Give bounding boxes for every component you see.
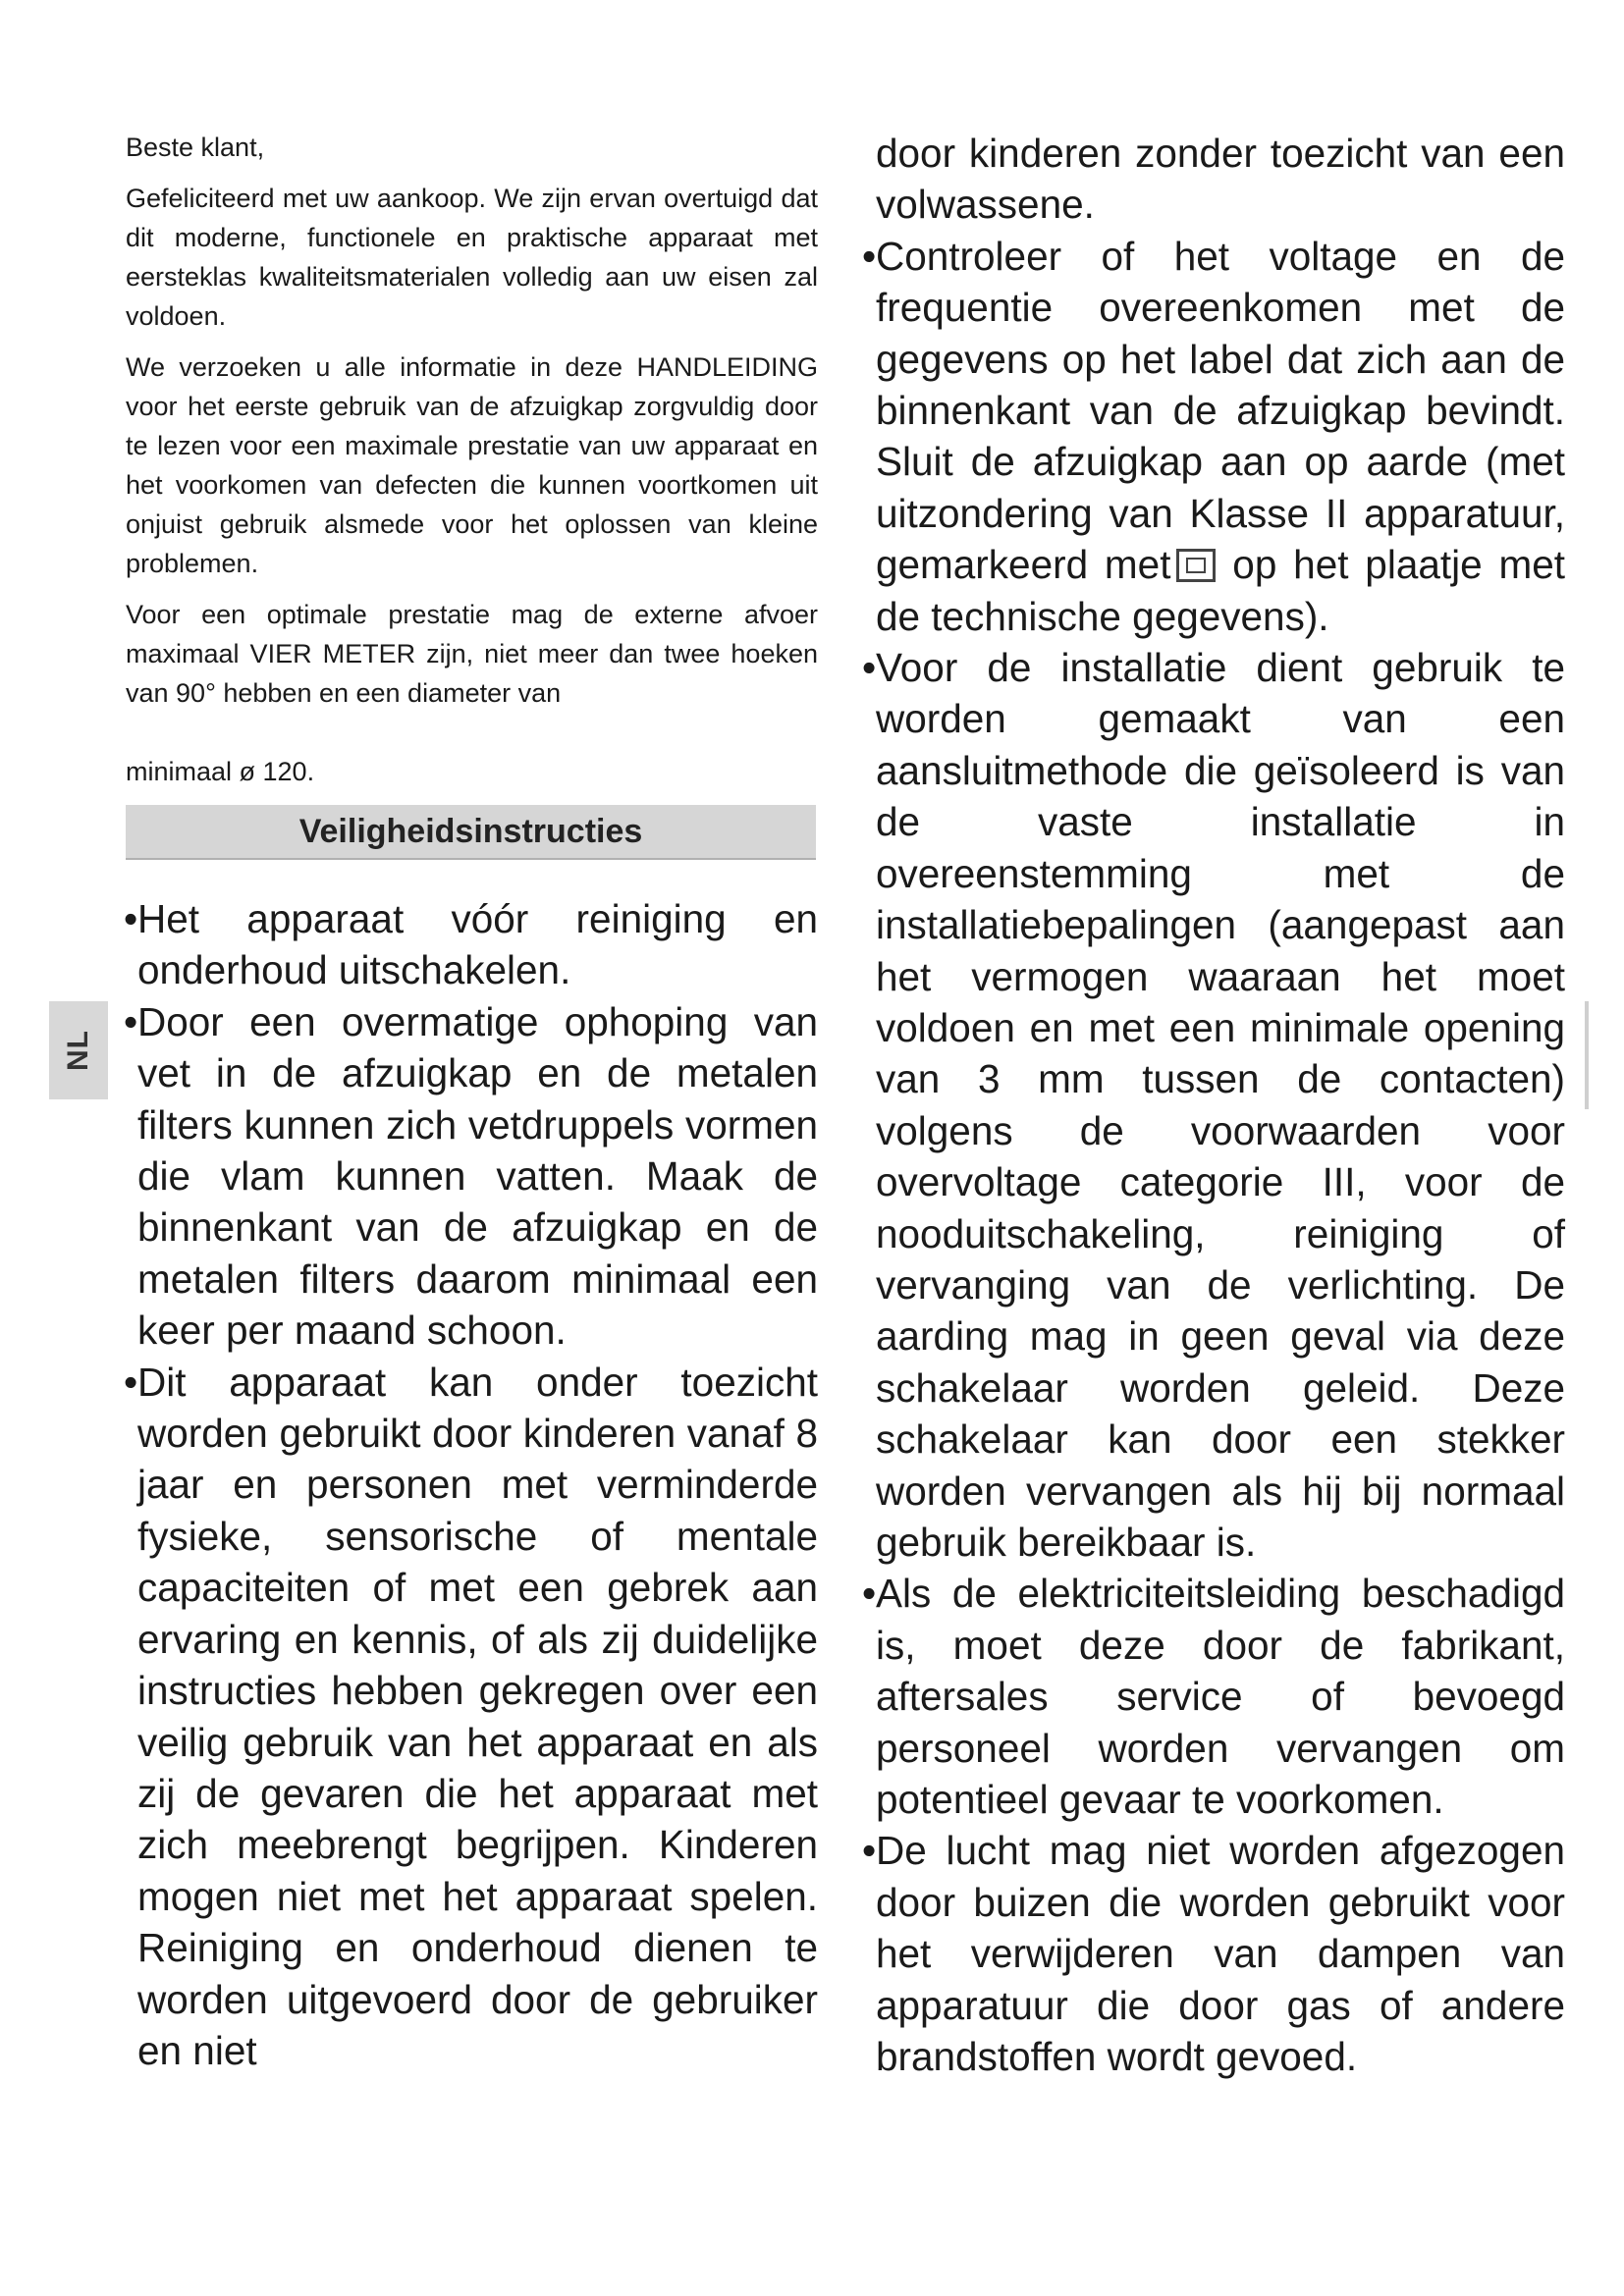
class-ii-double-insulation-icon [1176, 549, 1216, 582]
right-column [864, 128, 1565, 2082]
safety-item-5: • Voor de installatie dient gebruik te worden gemaakt van een aansluitmethode die geïsoleerd is van de vaste installatie in overeenstemming met de installatiebepalingen (aangepast aan het vermogen waaraan het moet voldoen en met een minimale opening van 3 mm tussen de contacten) volgens de voorwaarden voor overvoltage categorie III, voor de nooduitschakeling, reiniging of vervanging van de verlichting. De aarding mag in geen geval via deze schakelaar worden geleid. Deze schakelaar kan door een stekker worden vervangen als hij bij normaal gebruik bereikbaar is. [864, 642, 1565, 1568]
section-header [126, 805, 816, 860]
safety-item-1: • Het apparaat vóór reiniging en onderhoud uitschakelen. [126, 893, 818, 996]
safety-item-4-text-a: Controleer of het voltage en de frequentie overeenkomen met de gegevens op het label dat zich aan de binnenkant van de afzuigkap bevindt. Sluit de afzuigkap aan op aarde (met uitzondering van Klasse II apparatuur, gemarkeerd met [876, 233, 1565, 588]
intro-paragraph-1: Gefeliciteerd met uw aankoop. We zijn ervan overtuigd dat dit moderne, functionele en praktische apparaat met eersteklas kwaliteitsmaterialen volledig aan uw eisen zal voldoen. [126, 184, 818, 331]
intro-paragraph-3: Voor een optimale prestatie mag de externe afvoer maximaal VIER METER zijn, niet meer dan twee hoeken van 90° hebben en een diameter van [126, 600, 818, 708]
greeting: Beste klant, [126, 133, 265, 162]
left-column [126, 128, 818, 2076]
section-title: Veiligheidsinstructies [298, 812, 643, 850]
safety-item-3: • Dit apparaat kan onder toezicht worden gebruikt door kinderen vanaf 8 jaar en personen met verminderde fysieke, sensorische of mentale capaciteiten of met een gebrek aan ervaring en kennis, of als zij duidelijke instructies hebben gekregen over een veilig gebruik van het apparaat en als zij de gevaren die het apparaat met zich meebrengt begrijpen. Kinderen mogen niet met het apparaat spelen. Reiniging en onderhoud dienen te worden uitgevoerd door de gebruiker en niet [126, 1357, 818, 2077]
safety-list-left [126, 893, 818, 2076]
safety-item-4 [864, 231, 1565, 642]
intro-paragraph-3-end: minimaal ø 120. [126, 757, 315, 786]
intro-paragraph-2: We verzoeken u alle informatie in deze HANDLEIDING voor het eerste gebruik van de afzuigkap zorgvuldig door te lezen voor een maximale prestatie van uw apparaat en het voorkomen van defecten die kunnen voortkomen uit onjuist gebruik alsmede voor het oplossen van kleine problemen. [126, 352, 818, 578]
safety-item-3-continued: door kinderen zonder toezicht van een volwassene. [876, 131, 1565, 228]
language-tab [49, 1001, 108, 1099]
safety-item-2: • Door een overmatige ophoping van vet in de afzuigkap en de metalen filters kunnen zich vetdruppels vormen die vlam kunnen vatten. Maak de binnenkant van de afzuigkap en de metalen filters daarom minimaal een keer per maand schoon. [126, 996, 818, 1357]
safety-item-6: • Als de elektriciteitsleiding beschadigd is, moet deze door de fabrikant, aftersales service of bevoegd personeel worden vervangen om potentieel gevaar te voorkomen. [864, 1568, 1565, 1825]
page-edge-marker [1585, 1001, 1589, 1109]
safety-item-4-text-b: op het plaatje met de technische gegevens). [876, 542, 1565, 639]
language-tab-label: NL [62, 1030, 94, 1071]
safety-item-7: • De lucht mag niet worden afgezogen door buizen die worden gebruikt voor het verwijderen van dampen van apparatuur die door gas of andere brandstoffen wordt gevoed. [864, 1825, 1565, 2082]
